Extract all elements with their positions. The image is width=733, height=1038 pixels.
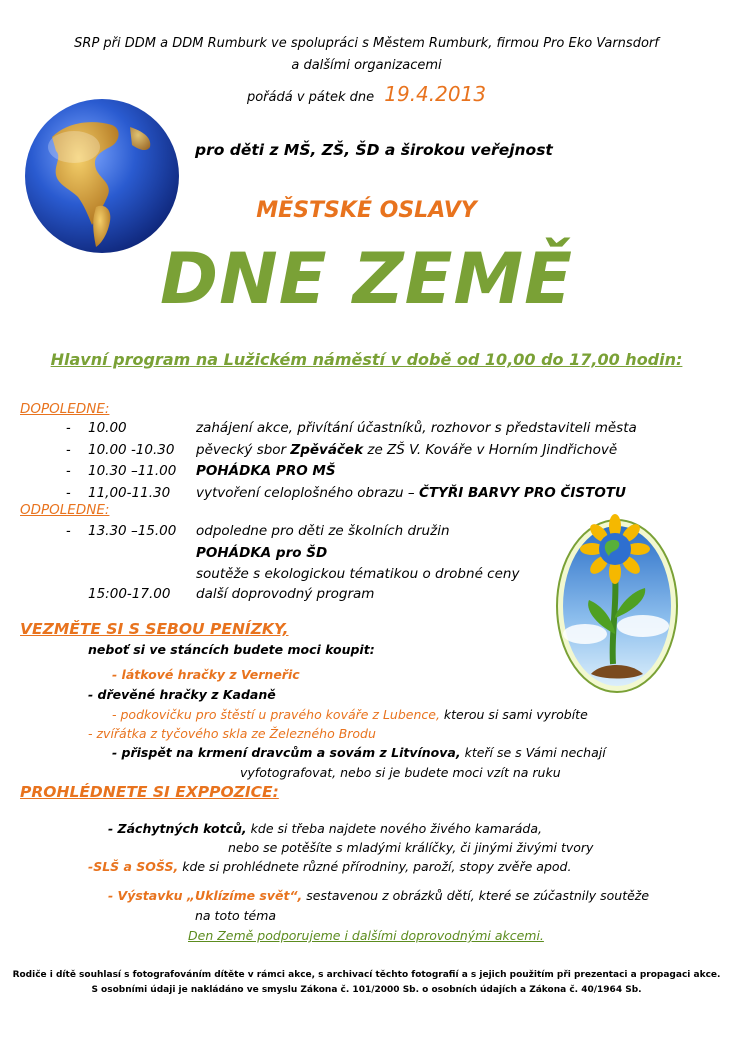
- schedule-text-bold: ČTYŘI BARVY PRO ČISTOTU: [418, 485, 626, 501]
- money-heading: VEZMĚTE SI S SEBOU PENÍZKY,: [20, 620, 289, 638]
- schedule-time: 10.00 -10.30: [88, 442, 175, 458]
- list-item: - zvířátka z tyčového skla ze Železného Brodu: [88, 726, 376, 741]
- schedule-text: soutěže s ekologickou tématikou o drobné ceny: [196, 566, 520, 582]
- list-item: [108, 888, 649, 903]
- support-line: Den Země podporujeme i dalšími doprovodnými akcemi.: [188, 928, 544, 943]
- schedule-time: 13.30 –15.00: [88, 523, 177, 539]
- footer-law: S osobními údaji je nakládáno ve smyslu Zákona č. 101/2000 Sb. o osobních údajích a Zákona č. 40/1964 Sb.: [91, 985, 642, 995]
- list-item-rest: kde si třeba najdete nového živého kamaráda,: [250, 821, 542, 836]
- list-dash: -: [66, 443, 71, 458]
- schedule-time: 10.30 –11.00: [88, 463, 177, 479]
- money-intro: neboť si ve stáncích budete moci koupit:: [88, 642, 375, 657]
- list-item: [112, 707, 588, 722]
- list-item-highlight: -SLŠ a SOŠS,: [88, 859, 179, 874]
- list-item-highlight: - Záchytných kotců,: [108, 821, 247, 836]
- list-item-highlight: - podkovičku pro štěstí u pravého kováře z Lubence,: [112, 707, 440, 722]
- list-item-continuation: nebo se potěšíte s mladými králíčky, či jinými živými tvory: [228, 840, 594, 855]
- audience-line: pro děti z MŠ, ZŠ, ŠD a širokou veřejnost: [195, 141, 553, 159]
- date-intro: pořádá v pátek dne: [246, 90, 375, 105]
- schedule-text: POHÁDKA PRO MŠ: [196, 463, 336, 479]
- organizer-line-2: a dalšími organizacemi: [291, 58, 442, 73]
- afternoon-heading: ODPOLEDNE:: [20, 502, 110, 518]
- program-heading: Hlavní program na Lužickém náměstí v době od 10,00 do 17,00 hodin:: [50, 350, 683, 369]
- main-title: DNE ZEMĚ: [160, 238, 573, 320]
- schedule-time: 10.00: [88, 420, 127, 436]
- footer-consent: Rodiče i dítě souhlasí s fotografováním dítěte v rámci akce, s archivací těchto fotografií a s jejich použitím při prezentaci a propagaci akce.: [12, 970, 721, 980]
- schedule-text: další doprovodný program: [196, 586, 375, 602]
- list-item: [108, 821, 542, 836]
- schedule-text: POHÁDKA pro ŠD: [196, 545, 328, 561]
- event-date-line: [0, 82, 733, 106]
- event-date: 19.4.2013: [384, 82, 487, 106]
- schedule-time: 15:00-17.00: [88, 586, 171, 602]
- list-item-highlight: - Výstavku „Uklízíme svět“,: [108, 888, 303, 903]
- schedule-text-post: ze ZŠ V. Kováře v Horním Jindřichově: [367, 442, 618, 458]
- list-item-continuation: vyfotografovat, nebo si je budete moci vzít na ruku: [240, 765, 561, 780]
- schedule-text: [196, 485, 626, 501]
- list-dash: -: [66, 524, 71, 539]
- schedule-text: zahájení akce, přivítání účastníků, rozhovor s představiteli města: [196, 420, 637, 436]
- list-item-continuation: na toto téma: [195, 908, 277, 923]
- exhibit-heading: PROHLÉDNETE SI EXPPOZICE:: [20, 783, 279, 801]
- schedule-text: [196, 442, 617, 458]
- list-item: - dřevěné hračky z Kadaně: [88, 687, 276, 702]
- subtitle: MĚSTSKÉ OSLAVY: [256, 198, 477, 223]
- list-dash: -: [66, 464, 71, 479]
- list-item-rest: kterou si sami vyrobíte: [443, 707, 588, 722]
- list-item: - látkové hračky z Verneřic: [112, 667, 300, 682]
- list-dash: -: [66, 486, 71, 501]
- globe-icon: [12, 97, 192, 255]
- sunflower-earth-illustration: [555, 514, 679, 694]
- list-item: [112, 745, 606, 760]
- schedule-text: odpoledne pro děti ze školních družin: [196, 523, 450, 539]
- organizer-line: SRP při DDM a DDM Rumburk ve spolupráci s Městem Rumburk, firmou Pro Eko Varnsdorf: [74, 36, 659, 51]
- list-item-rest: kde si prohlédnete různé přírodniny, paroží, stopy zvěře apod.: [182, 859, 572, 874]
- list-item: [88, 859, 571, 874]
- list-item-highlight: - přispět na krmení dravcům a sovám z Litvínova,: [112, 745, 461, 760]
- schedule-time: 11,00-11.30: [88, 485, 171, 501]
- list-item-rest: kteří se s Vámi nechají: [464, 745, 606, 760]
- list-dash: -: [66, 421, 71, 436]
- schedule-text-pre: vytvoření celoplošného obrazu –: [196, 485, 415, 501]
- schedule-text-pre: pěvecký sbor: [196, 442, 287, 458]
- schedule-text-bold: Zpěváček: [290, 442, 364, 458]
- morning-heading: DOPOLEDNE:: [20, 401, 110, 417]
- list-item-rest: sestavenou z obrázků dětí, které se zúčastnily soutěže: [306, 888, 650, 903]
